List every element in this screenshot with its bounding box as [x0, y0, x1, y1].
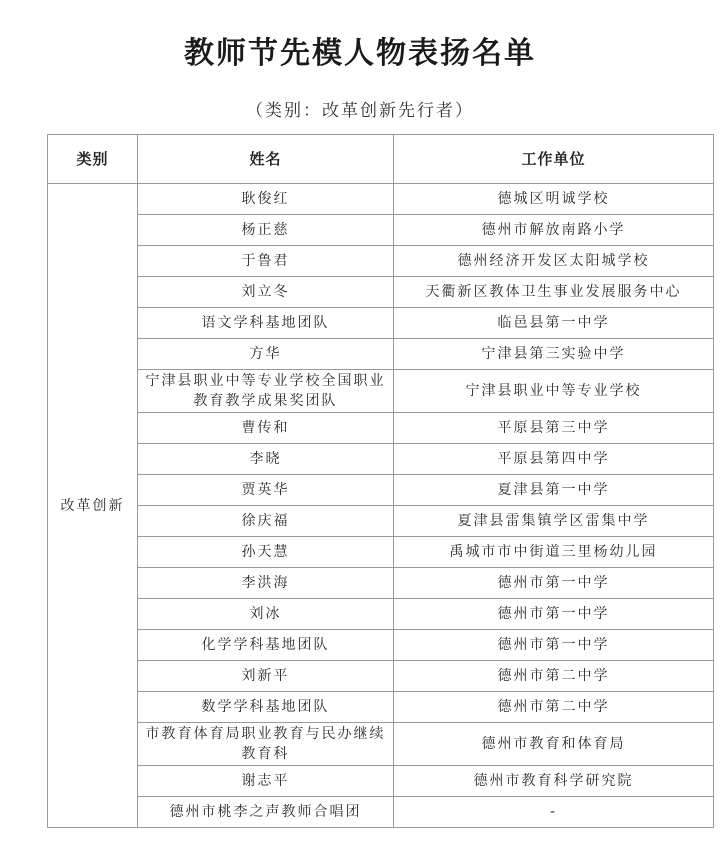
unit-cell: 德州市教育和体育局: [394, 723, 714, 766]
unit-cell: 宁津县第三实验中学: [394, 339, 714, 370]
table-header-row: [48, 135, 714, 184]
name-cell: 耿俊红: [138, 184, 394, 215]
table-row: [48, 339, 714, 370]
honor-roster-table: [47, 134, 714, 828]
name-cell: 曹传和: [138, 413, 394, 444]
name-cell: 杨正慈: [138, 215, 394, 246]
unit-cell: 天衢新区教体卫生事业发展服务中心: [394, 277, 714, 308]
page-subtitle: （类别：改革创新先行者）: [246, 101, 474, 121]
unit-cell: 德州市教育科学研究院: [394, 766, 714, 797]
table-row: [48, 277, 714, 308]
table-row: [48, 797, 714, 828]
table-row: [48, 246, 714, 277]
table-row: [48, 537, 714, 568]
unit-cell: 宁津县职业中等专业学校: [394, 370, 714, 413]
name-cell: 宁津县职业中等专业学校全国职业教育教学成果奖团队: [138, 370, 394, 413]
unit-cell: 德州市第二中学: [394, 692, 714, 723]
unit-cell: 德州市第一中学: [394, 599, 714, 630]
header-category: 类别: [48, 135, 138, 184]
table-row: [48, 370, 714, 413]
page-title: 教师节先模人物表扬名单: [184, 36, 536, 71]
unit-cell: 德州市第一中学: [394, 568, 714, 599]
name-cell: 刘立冬: [138, 277, 394, 308]
table-row: [48, 215, 714, 246]
table-row: [48, 599, 714, 630]
header-name: 姓名: [138, 135, 394, 184]
unit-cell: -: [394, 797, 714, 828]
name-cell: 谢志平: [138, 766, 394, 797]
unit-cell: 德城区明诚学校: [394, 184, 714, 215]
unit-cell: 临邑县第一中学: [394, 308, 714, 339]
unit-cell: 平原县第三中学: [394, 413, 714, 444]
unit-cell: 夏津县雷集镇学区雷集中学: [394, 506, 714, 537]
name-cell: 徐庆福: [138, 506, 394, 537]
name-cell: 李晓: [138, 444, 394, 475]
name-cell: 语文学科基地团队: [138, 308, 394, 339]
name-cell: 孙天慧: [138, 537, 394, 568]
table-row: [48, 661, 714, 692]
unit-cell: 禹城市市中街道三里杨幼儿园: [394, 537, 714, 568]
table-row: [48, 413, 714, 444]
table-row: [48, 723, 714, 766]
table-row: [48, 475, 714, 506]
name-cell: 刘冰: [138, 599, 394, 630]
unit-cell: 德州市第二中学: [394, 661, 714, 692]
header-unit: 工作单位: [394, 135, 714, 184]
name-cell: 市教育体育局职业教育与民办继续教育科: [138, 723, 394, 766]
unit-cell: 德州市解放南路小学: [394, 215, 714, 246]
table-row: [48, 444, 714, 475]
category-cell: 改革创新: [48, 184, 138, 828]
unit-cell: 德州经济开发区太阳城学校: [394, 246, 714, 277]
name-cell: 李洪海: [138, 568, 394, 599]
name-cell: 化学学科基地团队: [138, 630, 394, 661]
name-cell: 刘新平: [138, 661, 394, 692]
table-row: [48, 308, 714, 339]
unit-cell: 平原县第四中学: [394, 444, 714, 475]
table-row: [48, 184, 714, 215]
table-row: [48, 630, 714, 661]
unit-cell: 夏津县第一中学: [394, 475, 714, 506]
table-row: [48, 506, 714, 537]
table-row: [48, 568, 714, 599]
name-cell: 数学学科基地团队: [138, 692, 394, 723]
name-cell: 贾英华: [138, 475, 394, 506]
unit-cell: 德州市第一中学: [394, 630, 714, 661]
table-row: [48, 692, 714, 723]
name-cell: 方华: [138, 339, 394, 370]
table-row: [48, 766, 714, 797]
name-cell: 德州市桃李之声教师合唱团: [138, 797, 394, 828]
name-cell: 于鲁君: [138, 246, 394, 277]
